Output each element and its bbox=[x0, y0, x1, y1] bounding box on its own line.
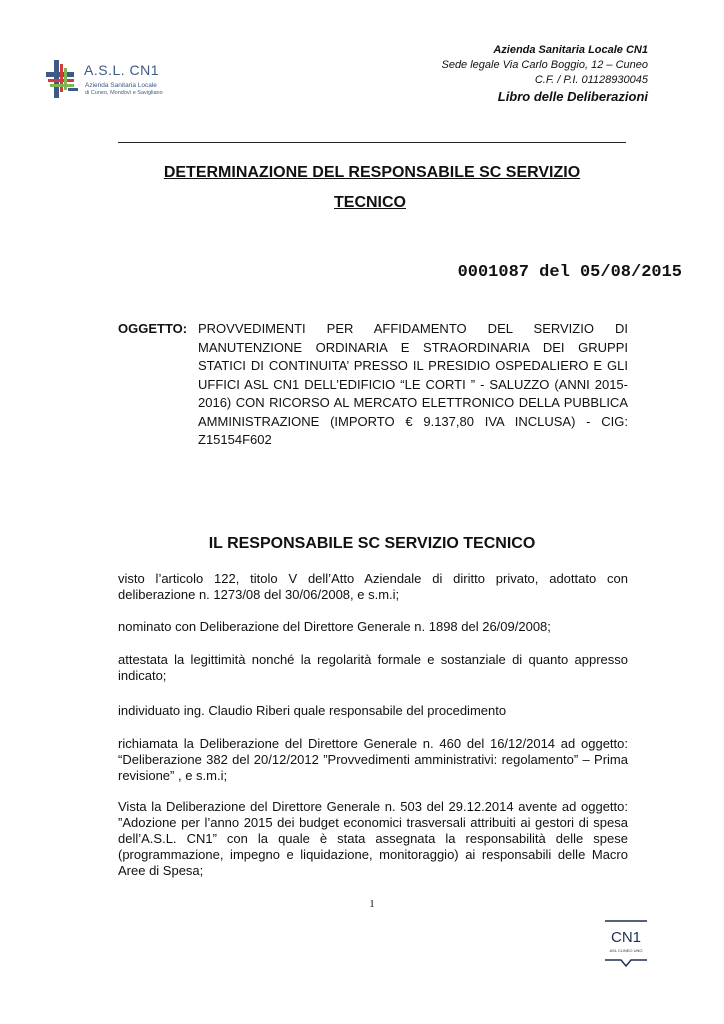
logo-subtitle: Azienda Sanitaria Locale bbox=[85, 82, 157, 89]
logo-subtitle-location: di Cuneo, Mondovì e Savigliano bbox=[85, 90, 163, 96]
body-paragraph: nominato con Deliberazione del Direttore Generale n. 1898 del 26/09/2008; bbox=[118, 619, 551, 634]
asl-cross-icon bbox=[44, 58, 84, 100]
document-title-line-1: DETERMINAZIONE DEL RESPONSABILE SC SERVIZIO bbox=[163, 164, 581, 181]
body-paragraph: richiamata la Deliberazione del Direttore Generale n. 460 del 16/12/2014 ad oggetto: “Deliberazione 382 del 20/12/2012 ”Provvedimenti amministrativi: regolamento” – Prima revisione” , e s.m.i; bbox=[118, 736, 628, 783]
letterhead-org: Azienda Sanitaria Locale CN1 bbox=[493, 44, 648, 56]
document-title-line-2: TECNICO bbox=[334, 194, 406, 211]
badge-mark: CN1 bbox=[610, 929, 642, 946]
logo-name: A.S.L. CN1 bbox=[84, 62, 160, 78]
cn1-badge-icon bbox=[601, 918, 651, 970]
subject-text: PROVVEDIMENTI PER AFFIDAMENTO DEL SERVIZIO DI MANUTENZIONE ORDINARIA E STRAORDINARIA DEI GRUPPI STATICI DI CONTINUITA’ PRESSO IL PRESIDIO OSPEDALIERO E GLI UFFICI ASL CN1 DELL’EDIFICIO “LE CORTI ” - SALUZZO (ANNI 2015-2016) CON RICORSO AL MERCATO ELETTRONICO DELLA PUBBLICA AMMINISTRAZIONE (IMPORTO € 9.137,80 IVA INCLUSA) - CIG: Z15154F602 bbox=[198, 321, 628, 447]
body-paragraph: individuato ing. Claudio Riberi quale responsabile del procedimento bbox=[118, 703, 507, 718]
body-paragraph: visto l’articolo 122, titolo V dell’Atto Aziendale di diritto privato, adottato con deliberazione n. 1273/08 del 30/06/2008, e s.m.i; bbox=[118, 571, 628, 602]
badge-caption: ASL CUNEO UNO bbox=[609, 948, 643, 953]
letterhead-tax-id: C.F. / P.I. 01128930045 bbox=[534, 74, 648, 86]
letterhead-address: Sede legale Via Carlo Boggio, 12 – Cuneo bbox=[441, 59, 648, 71]
letterhead-book: Libro delle Deliberazioni bbox=[497, 89, 648, 104]
page-number: 1 bbox=[369, 898, 375, 910]
section-title: IL RESPONSABILE SC SERVIZIO TECNICO bbox=[208, 535, 536, 552]
body-paragraph: attestata la legittimità nonché la regolarità formale e sostanziale di quanto appresso indicato; bbox=[118, 652, 628, 683]
document-number: 0001087 del 05/08/2015 bbox=[457, 263, 682, 282]
header-divider bbox=[118, 142, 626, 143]
subject-label: OGGETTO: bbox=[118, 321, 188, 336]
asl-logo bbox=[44, 58, 174, 100]
body-paragraph: Vista la Deliberazione del Direttore Generale n. 503 del 29.12.2014 avente ad oggetto: ”Adozione per l’anno 2015 dei budget economici trasversali attribuiti ai gestori di spesa dell’A.S.L. CN1” con la quale è stata assegnata la responsabilità delle spese (programmazione, impegno e liquidazione, monitoraggio) ai responsabili delle Macro Aree di Spesa; bbox=[118, 799, 628, 878]
letterhead bbox=[441, 43, 648, 104]
